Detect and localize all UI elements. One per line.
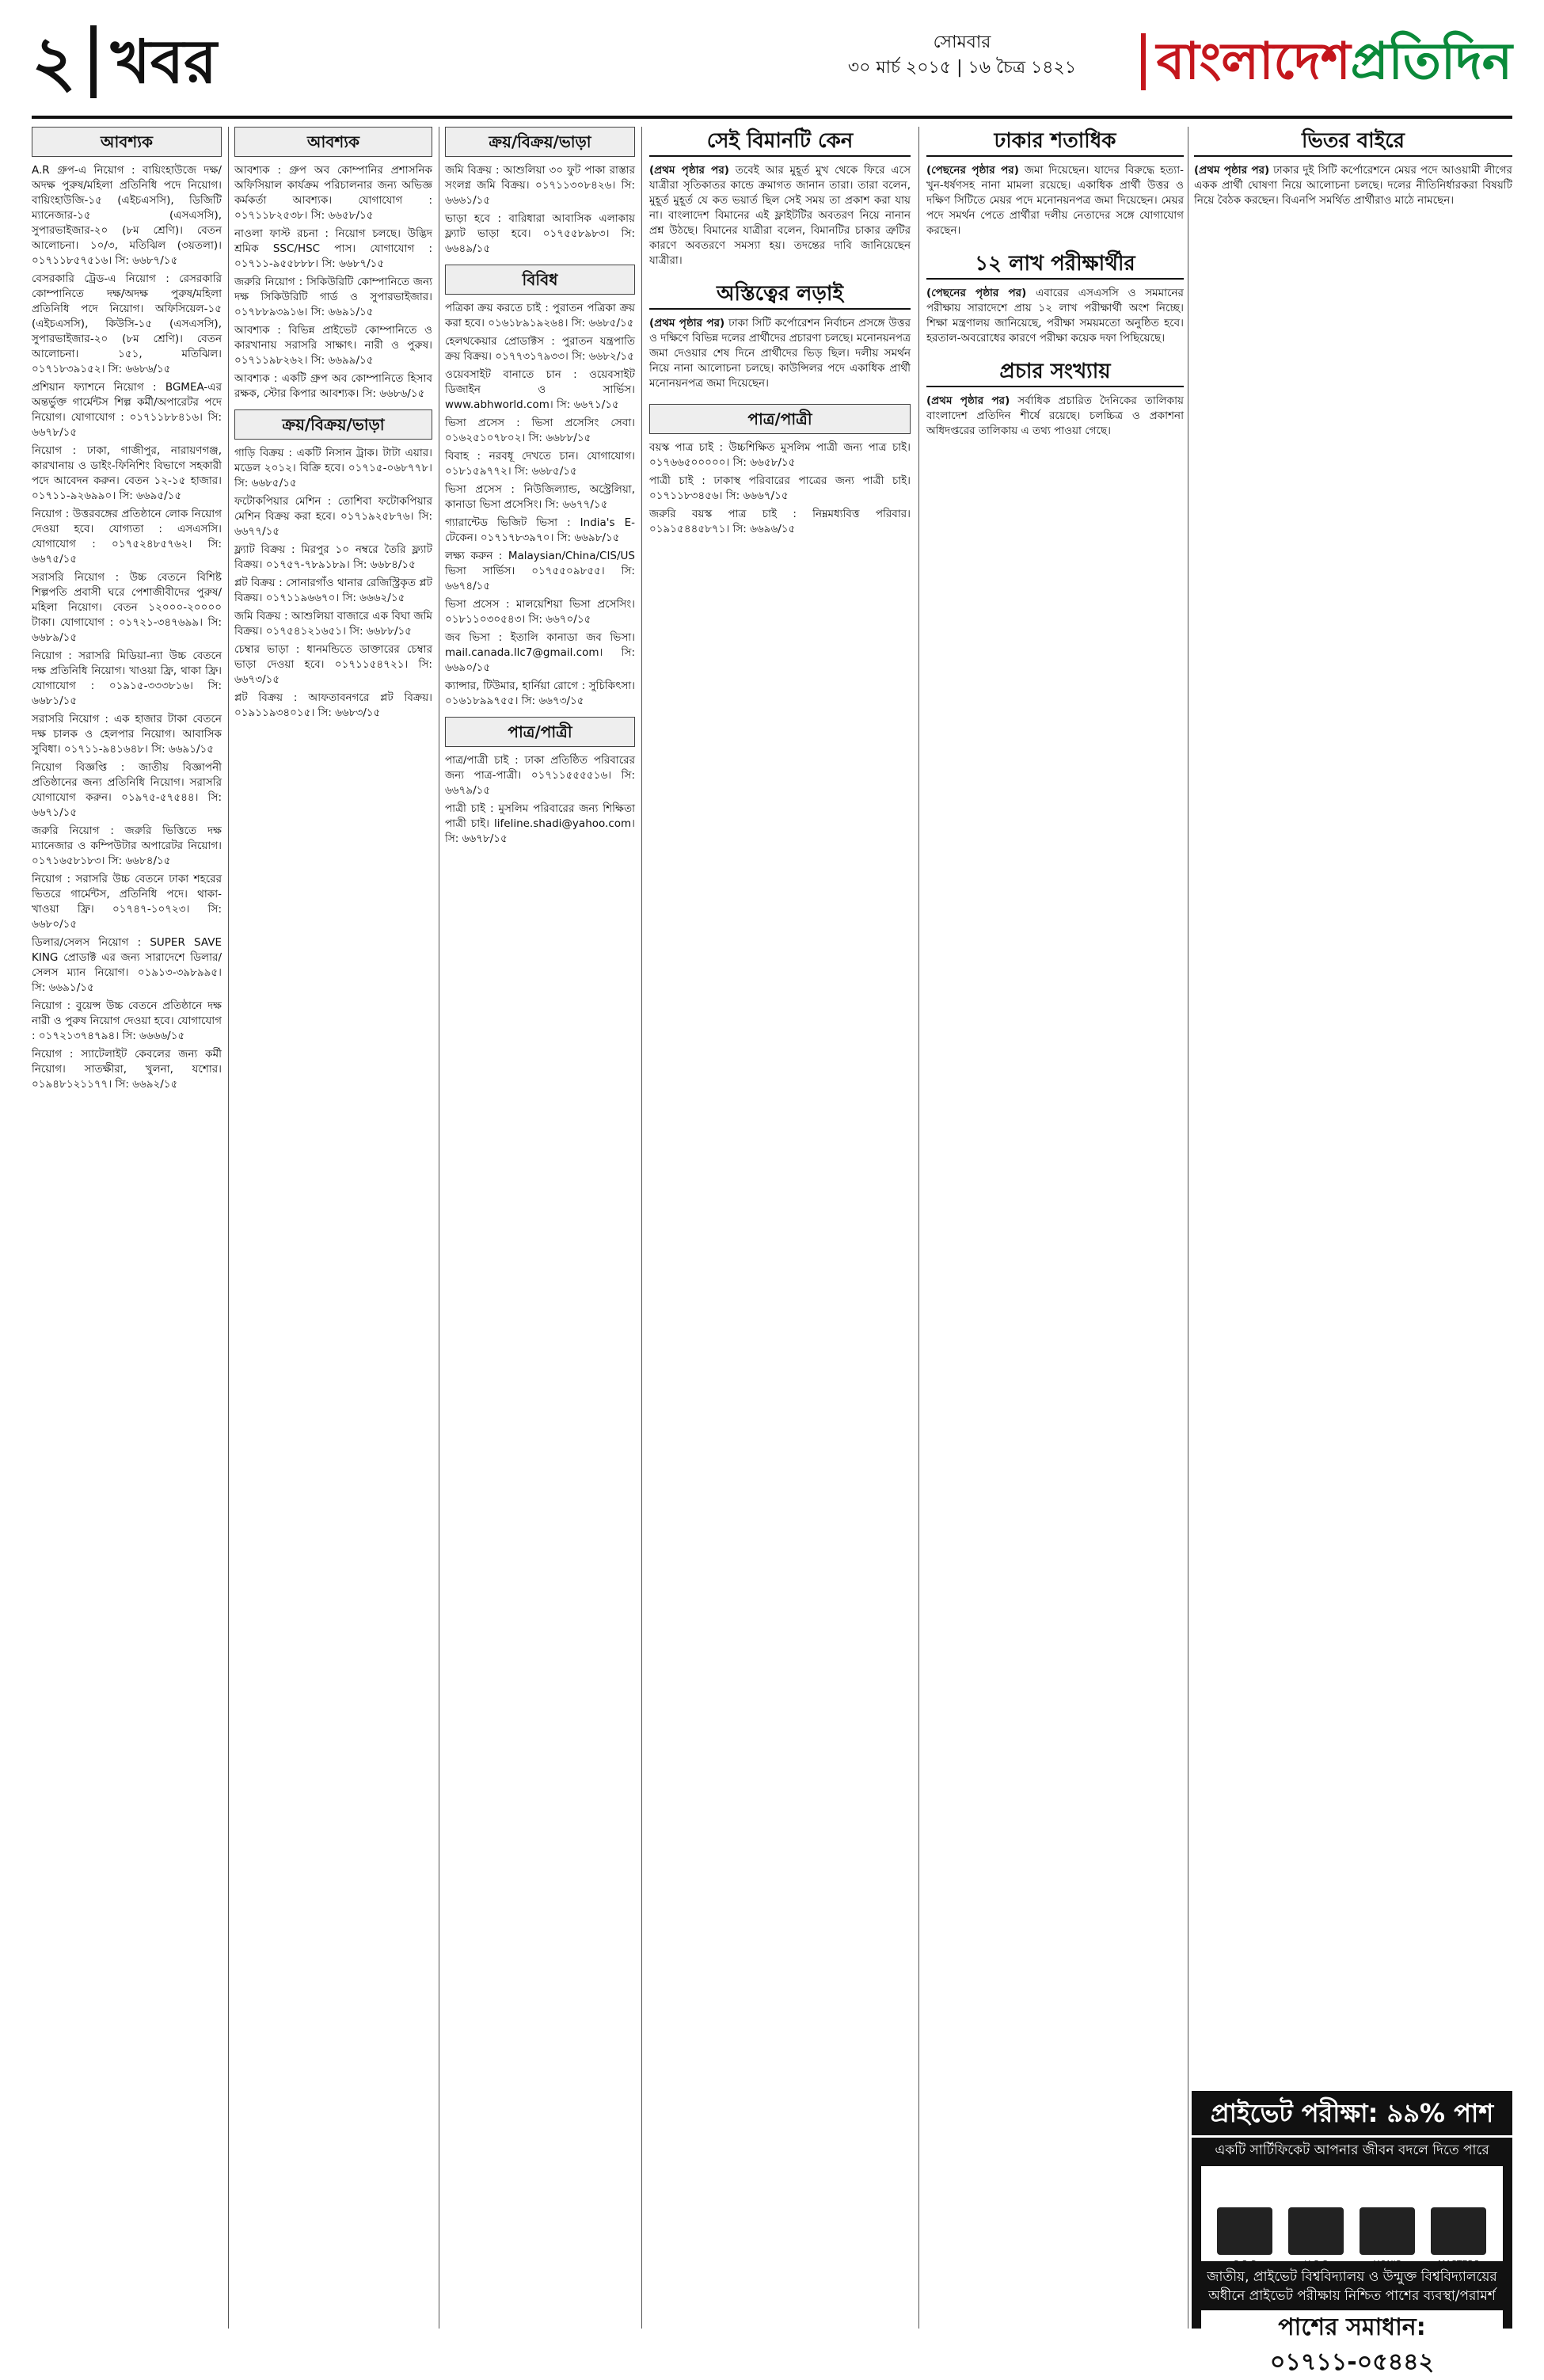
cap-label: HON'S xyxy=(1373,2259,1401,2269)
story-headline: সেই বিমানটি কেন xyxy=(649,127,911,157)
classified-list xyxy=(445,753,635,847)
classified-ad: ক্যান্সার, টিউমার, হার্নিয়া রোগে : সুচিকিৎসা। ০১৬১৮৯৯৭৫৫। সি: ৬৬৭৩/১৫ xyxy=(445,680,635,707)
column-divider xyxy=(918,127,919,2329)
category-header-matrimony: পাত্র/পাত্রী xyxy=(445,717,635,747)
ad-tagline: একটি সার্টিফিকেট আপনার জীবন বদলে দিতে পারে xyxy=(1215,2142,1489,2158)
issue-day: সোমবার xyxy=(933,32,991,52)
classified-ad: জরুরি নিয়োগ : সিকিউরিটি কোম্পানিতে জন্য দক্ষ সিকিউরিটি গার্ড ও সুপারভাইজার। ০১৭৮৮৯৩৯১৬। সি: ৬৬৯১/১৫ xyxy=(234,276,432,318)
classified-ad: আবশ্যক : বিভিন্ন প্রাইভেট কোম্পানিতে ও কারখানায় সরাসরি সাক্ষাৎ। নারী ও পুরুষ। ০১৭১১৯৮২৬২। সি: ৬৬৯৯/১৫ xyxy=(234,324,432,367)
story-text: ঢাকা সিটি কর্পোরেশন নির্বাচন প্রসঙ্গে উত্তর ও দক্ষিণে বিভিন্ন দলের প্রার্থীদের প্রচারণা চলছে। মনোনয়নপত্র জমা দেওয়ার শেষ দিনে প্রার্থীদের ভিড় ছিল। দলীয় সমর্থন নিয়ে নানা আলোচনা চলছে। কাউন্সিলর পদে একাধিক প্রার্থী মনোনয়নপত্র জমা দিয়েছেন। xyxy=(649,317,911,390)
story-body xyxy=(926,163,1184,238)
masthead-divider xyxy=(90,25,97,98)
story-body xyxy=(1194,163,1512,208)
story-continuation: (প্রথম পৃষ্ঠার পর) xyxy=(926,394,1010,407)
category-header-matrimony: পাত্র/পাত্রী xyxy=(649,404,911,434)
story-block xyxy=(1194,127,1512,208)
cap-label: S.S.C xyxy=(1233,2259,1257,2269)
issue-date: ৩০ মার্চ ২০১৫ | ১৬ চৈত্র ১৪২১ xyxy=(847,58,1077,78)
classified-ad: ভিসা প্রসেস : ভিসা প্রসেসিং সেবা। ০১৬২৫১০৭৮০২। সি: ৬৬৮৮/১৫ xyxy=(445,417,635,444)
story-continuation: (পেছনের পৃষ্ঠার পর) xyxy=(926,164,1019,177)
classified-ad: প্লট বিক্রয় : সোনারগাঁও থানার রেজিস্ট্রিকৃত প্লট বিক্রয়। ০১৭১১৯৬৬৭০। সি: ৬৬৬২/১৫ xyxy=(234,577,432,604)
story-body xyxy=(926,286,1184,346)
graduation-cap-icon xyxy=(1217,2207,1272,2269)
classified-column-1 xyxy=(32,127,222,2329)
story-block xyxy=(926,249,1184,346)
category-header-job: আবশ্যক xyxy=(32,127,222,157)
graduation-cap-icon xyxy=(1360,2207,1415,2269)
category-header-sale: ক্রয়/বিক্রয়/ভাড়া xyxy=(234,409,432,440)
cap-label: H.S.C xyxy=(1304,2259,1328,2269)
classified-ad: প্রশিয়ান ফ্যাশনে নিয়োগ : BGMEA-এর অন্তর্ভুক্ত গার্মেন্টস শিল্প কর্মী/অপারেটর পদে নিয়োগ। যোগাযোগ : ০১৭১১৮৮৪১৬। সি: ৬৬৭৮/১৫ xyxy=(32,381,222,439)
story-continuation: (প্রথম পৃষ্ঠার পর) xyxy=(649,164,729,177)
category-header-job: আবশ্যক xyxy=(234,127,432,157)
issue-date-block xyxy=(816,30,1109,81)
classified-column-3 xyxy=(445,127,635,2329)
masthead-logo-block xyxy=(1141,22,1512,101)
classified-list xyxy=(32,163,222,1092)
classified-ad: পাত্রী চাই : মুসলিম পরিবারের জন্য শিক্ষিতা পাত্রী চাই। lifeline.shadi@yahoo.com। সি: ৬৬৭৮/১৫ xyxy=(445,802,635,845)
column-divider xyxy=(228,127,229,2329)
story-headline: অস্তিত্বের লড়াই xyxy=(649,280,911,310)
story-text: তবেই আর মুহূর্ত মুখ থেকে ফিরে এসে যাত্রীরা সৃতিকাতর কান্ডে ক্রমাগত জানান তারা। তারা বলেন, মুহূর্ত মুহূর্ত যে কত ভয়ার্ত ছিল সেই সময় তা প্রকাশ করা যায় না। বাংলাদেশ বিমানের এই ফ্লাইটটির অবতরণ নিয়ে নানান প্রশ্ন উঠছে। বিমানের যাত্রীরা বলেন, বিমানটির চাকার ত্রুটির কারণে অবতরণে সমস্যা হয়। তদন্তের দাবি জানিয়েছেন যাত্রীরা। xyxy=(649,164,911,267)
classified-list xyxy=(234,163,432,402)
section-title: খবর xyxy=(110,26,217,97)
classified-ad: সরাসরি নিয়োগ : উচ্চ বেতনে বিশিষ্ট শিল্পপতি প্রবাসী ঘরে পেশাজীবীদের পুরুষ/মহিলা নিয়োগ। বেতন ১২০০০-২০০০০ টাকা। যোগাযোগ : ০১৭২১-৩৪৭৬৯৯। সি: ৬৬৮৯/১৫ xyxy=(32,571,222,644)
story-body xyxy=(926,394,1184,439)
classified-ad: ফটোকপিয়ার মেশিন : তোশিবা ফটোকপিয়ার মেশিন বিক্রয় করা হবে। ০১৭১৯২৫৮৭৬। সি: ৬৬৭৭/১৫ xyxy=(234,495,432,538)
graduation-cap-icon xyxy=(1288,2207,1344,2269)
classified-list xyxy=(234,446,432,721)
classified-ad: বিবাহ : নরবধূ দেখতে চান। যোগাযোগ। ০১৮১৫৯৭৭২। সি: ৬৬৮৫/১৫ xyxy=(445,450,635,478)
masthead xyxy=(32,14,1512,109)
classified-ad: সরাসরি নিয়োগ : এক হাজার টাকা বেতনে দক্ষ চালক ও হেলপার নিয়োগ। আবাসিক সুবিধা। ০১৭১১-৯৪১৬৪৮। সি: ৬৬৯১/১৫ xyxy=(32,713,222,756)
story-text: জমা দিয়েছেন। যাদের বিরুদ্ধে হত্যা-খুন-ধর্ষণসহ নানা মামলা রয়েছে। একাধিক প্রার্থী উত্তর ও দক্ষিণ সিটিতে মেয়র পদে মনোনয়নপত্র জমা দিয়েছেন। মেয়র পদে সমর্থন পেতে প্রার্থীরা দলীয় নেতাদের সঙ্গে যোগাযোগ করছেন। xyxy=(926,164,1184,237)
classified-column-2 xyxy=(234,127,432,2329)
classified-ad: হেলথকেয়ার প্রোডাক্টস : পুরাতন যন্ত্রপাতি ক্রয় বিক্রয়। ০১৭৭৩১৭৯৩৩। সি: ৬৬৮২/১৫ xyxy=(445,335,635,363)
story-column-2 xyxy=(926,127,1184,2329)
newspaper-logo xyxy=(1156,32,1512,91)
story-column-1 xyxy=(649,127,911,2329)
ad-phone-number[interactable]: ০১৭১১-০৫৪৪২ xyxy=(1269,2348,1435,2376)
category-header-sale: ক্রয়/বিক্রয়/ভাড়া xyxy=(445,127,635,157)
classified-list xyxy=(445,301,635,709)
classified-ad: গ্যারান্টেড ভিজিট ভিসা : India's E-টেকেন। ০১৭১৭৮৩৯৭০। সি: ৬৬৯৮/১৫ xyxy=(445,516,635,544)
logo-accent-bar xyxy=(1141,33,1146,90)
logo-red-text: বাংলাদেশ xyxy=(1156,32,1351,91)
classified-ad: নিয়োগ : সরাসরি উচ্চ বেতনে ঢাকা শহরের ভিতরে গার্মেন্টস, প্রতিনিধি পদে। থাকা-খাওয়া ফ্রি। ০১৭৪৭-১০৭২৩। সি: ৬৬৮০/১৫ xyxy=(32,873,222,931)
classified-ad: পাত্র/পাত্রী চাই : ঢাকা প্রতিষ্ঠিত পরিবারের জন্য পাত্র-পাত্রী। ০১৭১১৫৫৫৫১৬। সি: ৬৬৭৯/১৫ xyxy=(445,754,635,797)
story-headline: প্রচার সংখ্যায় xyxy=(926,357,1184,387)
cap-label: MASTERS xyxy=(1437,2259,1480,2269)
classified-ad: পত্রিকা ক্রয় করতে চাই : পুরাতন পত্রিকা ক্রয় করা হবে। ০১৬১৮৯১৯২৬৪। সি: ৬৬৮৫/১৫ xyxy=(445,302,635,329)
masthead-left xyxy=(32,14,217,109)
story-continuation: (পেছনের পৃষ্ঠার পর) xyxy=(926,287,1027,299)
classified-ad: নিয়োগ বিজ্ঞপ্তি : জাতীয় বিজ্ঞাপনী প্রতিষ্ঠানের জন্য প্রতিনিধি নিয়োগ। সরাসরি যোগাযোগ করুন। ০১৯৭৫-৫৭৫৪৪। সি: ৬৬৭১/১৫ xyxy=(32,761,222,819)
classified-ad: জমি বিক্রয় : আশুলিয়া ৩০ ফুট পাকা রাস্তার সংলগ্ন জমি বিক্রয়। ০১৭১১৩০৮৪২৬। সি: ৬৬৬১/১৫ xyxy=(445,164,635,207)
classified-ad: নিয়োগ : স্যাটেলাইট কেবলের জন্য কর্মী নিয়োগ। সাতক্ষীরা, খুলনা, যশোর। ০১৯৪৮১২১১৭৭। সি: ৬৬৯২/১৫ xyxy=(32,1048,222,1091)
story-body xyxy=(649,316,911,391)
classified-ad: গাড়ি বিক্রয় : একটি নিসান ট্রাক। টাটা এয়ার। মডেল ২০১২। বিক্রি হবে। ০১৭১৫-০৬৮৭৭৮। সি: ৬৬৮৫/১৫ xyxy=(234,447,432,489)
classified-ad: ভাড়া হবে : বারিধারা আবাসিক এলাকায় ফ্ল্যাট ভাড়া হবে। ০১৭৫৫৮৯৮৩। সি: ৬৬৪৯/১৫ xyxy=(445,212,635,255)
graduation-cap-icon xyxy=(1431,2207,1486,2269)
classified-ad: প্লট বিক্রয় : আফতাবনগরে প্লট বিক্রয়। ০১৯১১৯৩৪০১৫। সি: ৬৬৮৩/১৫ xyxy=(234,691,432,719)
ad-phone-block[interactable] xyxy=(1201,2310,1503,2380)
classified-ad: ফ্ল্যাট বিক্রয় : মিরপুর ১০ নম্বরে তৈরি ফ্ল্যাট বিক্রয়। ০১৭৫৭-৭৮৯১৮৯। সি: ৬৬৮৪/১৫ xyxy=(234,543,432,571)
classified-ad: নিয়োগ : সরাসরি মিডিয়া-ন্যা উচ্চ বেতনে দক্ষ প্রতিনিধি নিয়োগ। খাওয়া ফ্রি, থাকা ফ্রি। যোগাযোগ : ০১৯১৫-৩৩৩৮১৬। সি: ৬৬৮১/১৫ xyxy=(32,649,222,707)
classified-ad: নিয়োগ : বুয়েন্স উচ্চ বেতনে প্রতিষ্ঠানে দক্ষ নারী ও পুরুষ নিয়োগ দেওয়া হবে। যোগাযোগ : ০১৭২১৩৭৪৭৯৪। সি: ৬৬৬৬/১৫ xyxy=(32,1000,222,1042)
classified-ad: ওয়েবসাইট বানাতে চান : ওয়েবসাইট ডিজাইন ও সার্ভিস। www.abhworld.com। সি: ৬৬৭১/১৫ xyxy=(445,368,635,411)
story-block xyxy=(926,357,1184,439)
ad-headline: প্রাইভেট পরীক্ষা: ৯৯% পাশ xyxy=(1192,2091,1512,2138)
story-text: ঢাকার দুই সিটি কর্পোরেশনে মেয়র পদে আওয়ামী লীগের একক প্রার্থী ঘোষণা নিয়ে আলোচনা চলছে। দলের নীতিনির্ধারকরা বিষয়টি নিয়ে বৈঠক করছেন। বিএনপি সমর্থিত প্রার্থীরাও মাঠে নামছেন। xyxy=(1194,164,1512,207)
story-text: এবারের এসএসসি ও সমমানের পরীক্ষায় সারাদেশে প্রায় ১২ লাখ পরীক্ষার্থী অংশ নিচ্ছে। শিক্ষা মন্ত্রণালয় জানিয়েছে, পরীক্ষা সময়মতো অনুষ্ঠিত হবে। হরতাল-অবরোধের কারণে পরীক্ষা কয়েক দফা পিছিয়েছে। xyxy=(926,287,1184,345)
story-block xyxy=(926,127,1184,238)
column-divider xyxy=(641,127,642,2329)
story-column-3 xyxy=(1194,127,1512,2083)
masthead-rule xyxy=(32,116,1512,119)
classified-ad: পাত্রী চাই : ঢাকাস্থ পরিবারের পাত্রের জন্য পাত্রী চাই। ০১৭১১৮৩৪৫৬। সি: ৬৬৬৭/১৫ xyxy=(649,474,911,502)
classified-ad: A.R গ্রুপ-এ নিয়োগ : বায়িংহাউজে দক্ষ/অদক্ষ পুরুষ/মহিলা প্রতিনিধি পদে নিয়োগ। বায়িংহাউজি-১৫ (এইচএসসি), ডিজিটি ম্যানেজার-১৫ (এসএসসি), সুপারভাইজার-২০ (৮ম শ্রেণি)। বেতন আলোচনা। ১০/৩, মতিঝিল (৩য়তলা)। ০১৭১১৮৫৭৫১৬। সি: ৬৬৮৭/১৫ xyxy=(32,164,222,267)
story-headline: ভিতর বাইরে xyxy=(1194,127,1512,157)
classified-ad: ডিলার/সেলস নিয়োগ : SUPER SAVE KING প্রোডাক্ট এর জন্য সারাদেশে ডিলার/সেলস ম্যান নিয়োগ। ০১৯১৩-৩৯৮৯৯৫। সি: ৬৬৯১/১৫ xyxy=(32,936,222,994)
classified-ad: আবশ্যক : একটি গ্রুপ অব কোম্পানিতে হিসাব রক্ষক, স্টোর কিপার আবশ্যক। সি: ৬৬৮৬/১৫ xyxy=(234,372,432,400)
story-block xyxy=(649,280,911,391)
classified-ad: জমি বিক্রয় : আশুলিয়া বাজারে এক বিঘা জমি বিক্রয়। ০১৭৫৪১২১৬৫১। সি: ৬৬৮৮/১৫ xyxy=(234,610,432,638)
story-body xyxy=(649,163,911,268)
story-continuation: (প্রথম পৃষ্ঠার পর) xyxy=(1194,164,1270,177)
classified-ad: জরুরি নিয়োগ : জরুরি ভিত্তিতে দক্ষ ম্যানেজার ও কম্পিউটার অপারেটর নিয়োগ। ০১৭১৬৫৮১৮৩। সি: ৬৬৮৪/১৫ xyxy=(32,824,222,867)
classified-ad: জরুরি বয়স্ক পাত্র চাই : নিম্নমধ্যবিত্ত পরিবার। ০১৯১৫৪৪৫৮৭১। সি: ৬৬৯৬/১৫ xyxy=(649,508,911,535)
ad-phone-label: পাশের সমাধান: xyxy=(1278,2313,1426,2341)
classified-ad: নিয়োগ : উত্তরবঙ্গের প্রতিষ্ঠানে লোক নিয়োগ দেওয়া হবে। যোগ্যতা : এসএসসি। যোগাযোগ : ০১৭৫২৪৮৫৭৬২। সি: ৬৬৭৫/১৫ xyxy=(32,508,222,565)
story-headline: ১২ লাখ পরীক্ষার্থীর xyxy=(926,249,1184,280)
story-continuation: (প্রথম পৃষ্ঠার পর) xyxy=(649,317,725,329)
category-header-misc: বিবিধ xyxy=(445,265,635,295)
classified-ad: নাওলা ফাস্ট রচনা : নিয়োগ চলছে। উদ্ভিদ শ্রমিক SSC/HSC পাস। যোগাযোগ : ০১৭১১-৯৫৫৮৮৮। সি: ৬৬৮৭/১৫ xyxy=(234,227,432,270)
classified-ad: বেসরকারি ট্রেড-এ নিয়োগ : রেসরকারি কোম্পানিতে দক্ষ/অদক্ষ পুরুষ/মহিলা প্রতিনিধি পদে নিয়োগ। অফিসিয়েল-১৫ (এইচএসসি), কিউসি-১৫ (এসএসসি), সুপারভাইজার-২০ (৮ম শ্রেণি)। বেতন আলোচনা। ১৫১, মতিঝিল। ০১৭১৮৩৯১৫২। সি: ৬৬৮৬/১৫ xyxy=(32,272,222,375)
classified-ad: ভিসা প্রসেস : নিউজিল্যান্ড, অস্ট্রেলিয়া, কানাডা ভিসা প্রসেসিং। সি: ৬৬৭৭/১৫ xyxy=(445,483,635,511)
classified-list xyxy=(445,163,635,257)
ad-graduation-graphic xyxy=(1201,2166,1503,2269)
story-text: সর্বাধিক প্রচারিত দৈনিকের তালিকায় বাংলাদেশ প্রতিদিন শীর্ষে রয়েছে। চলচ্চিত্র ও প্রকাশনা অধিদপ্তরের তালিকায় এ তথ্য পাওয়া গেছে। xyxy=(926,394,1184,437)
classified-ad: ভিসা প্রসেস : মালয়েশিয়া ভিসা প্রসেসিং। ০১৮১১০৩০৫৪৩। সি: ৬৬৭০/১৫ xyxy=(445,598,635,626)
logo-green-text: প্রতিদিন xyxy=(1350,32,1512,91)
classified-list xyxy=(649,440,911,537)
classified-ad: বয়স্ক পাত্র চাই : উচ্চশিক্ষিত মুসলিম পাত্রী জন্য পাত্র চাই। ০১৭৬৬৫০০০০০। সি: ৬৬৫৮/১৫ xyxy=(649,441,911,469)
advertisement[interactable] xyxy=(1192,2091,1512,2376)
story-headline: ঢাকার শতাধিক xyxy=(926,127,1184,157)
classified-ad: লক্ষ্য করুন : Malaysian/China/CIS/US ভিসা সার্ভিস। ০১৭৫৫০৯৮৫৫। সি: ৬৬৭৪/১৫ xyxy=(445,550,635,592)
page-number: ২ xyxy=(32,21,76,101)
classified-ad: নিয়োগ : ঢাকা, গাজীপুর, নারায়ণগঞ্জ, কারখানায় ও ডাইং-ফিনিশিং বিভাগে সহকারী পদে আবেদন করুন। বেতন ১২-১৫ হাজার। ০১৭১১-৯২৬৯৯০। সি: ৬৬৯৫/১৫ xyxy=(32,444,222,502)
classified-ad: আবশ্যক : গ্রুপ অব কোম্পানির প্রশাসনিক অফিসিয়াল কার্যক্রম পরিচালনার জন্য অভিজ্ঞ কর্মকর্তা আবশ্যক। যোগাযোগ : ০১৭১১৮২৫৩৮। সি: ৬৬৫৮/১৫ xyxy=(234,164,432,222)
ad-line-2: অধীনে প্রাইভেট পরীক্ষায় নিশ্চিত পাশের ব্যবস্থা/পরামর্শ xyxy=(1208,2288,1496,2304)
ad-line-1: জাতীয়, প্রাইভেট বিশ্ববিদ্যালয় ও উন্মুক্ত বিশ্ববিদ্যালয়ের xyxy=(1207,2269,1497,2285)
story-block xyxy=(649,127,911,268)
classified-ad: জব ভিসা : ইতালি কানাডা জব ভিসা। mail.canada.llc7@gmail.com। সি: ৬৬৯০/১৫ xyxy=(445,631,635,674)
classified-ad: চেম্বার ভাড়া : ধানমন্ডিতে ডাক্তারের চেম্বার ভাড়া দেওয়া হবে। ০১৭১১৫৪৭২১। সি: ৬৬৭৩/১৫ xyxy=(234,643,432,686)
